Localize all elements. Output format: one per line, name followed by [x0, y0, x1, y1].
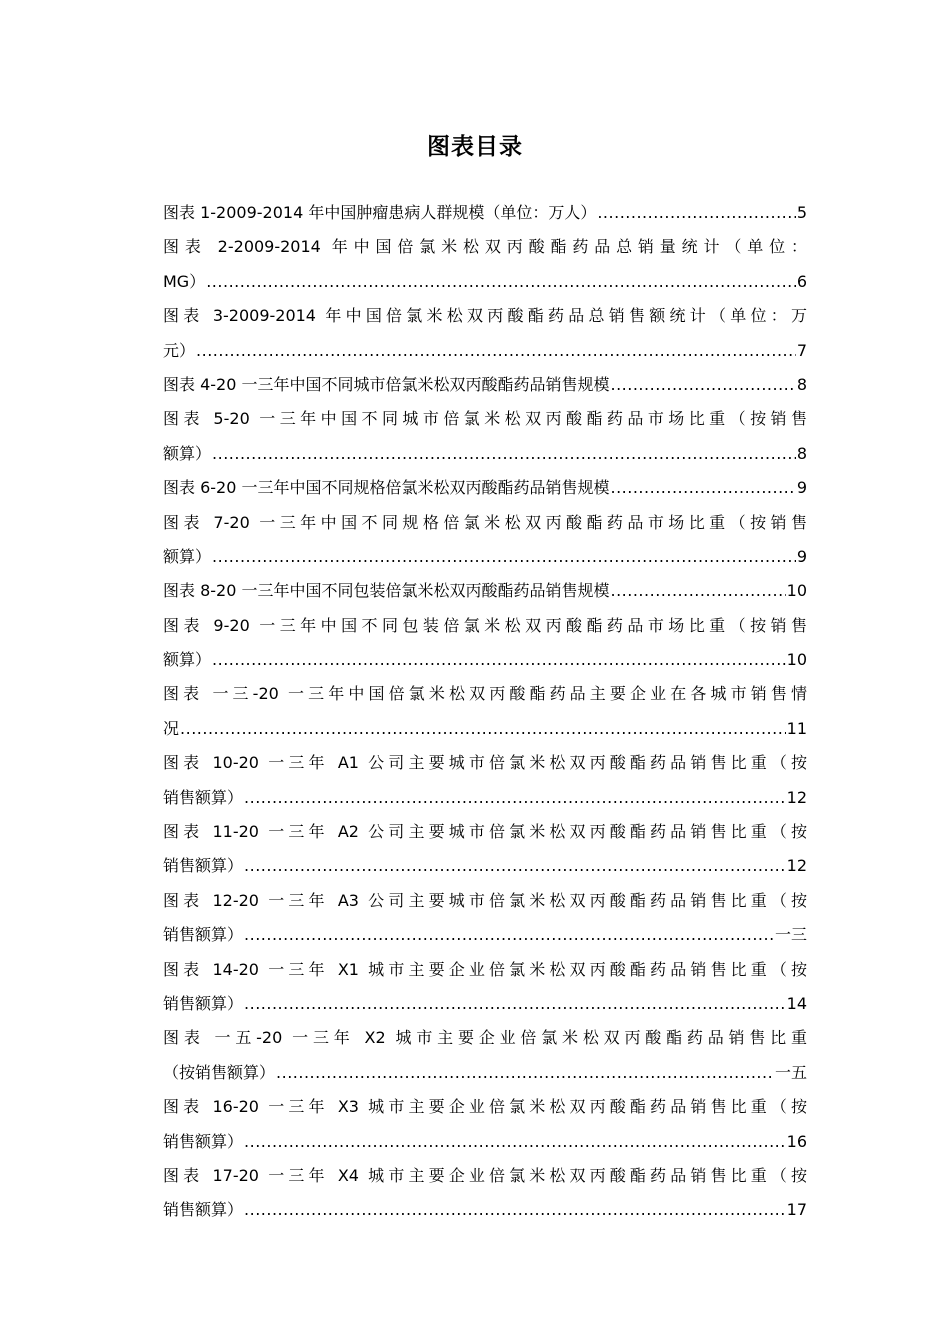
toc-entry-last-line: [163, 918, 807, 952]
toc-entry-text: 图表 9-20 一三年中国不同包装倍氯米松双丙酸酯药品市场比重（按销售: [163, 615, 807, 635]
toc-entry-last-line: [163, 849, 807, 883]
toc-entry[interactable]: [163, 609, 807, 678]
toc-entry-last-line: [163, 368, 807, 402]
toc-entry-text: 销售额算）: [163, 856, 244, 876]
toc-entry[interactable]: [163, 574, 807, 608]
toc-entry-text: 图表 8-20 一三年中国不同包装倍氯米松双丙酸酯药品销售规模: [163, 581, 610, 601]
toc-leader-dots: [196, 334, 796, 368]
toc-entry-text: 销售额算）: [163, 1131, 244, 1151]
toc-entry[interactable]: [163, 677, 807, 746]
toc-entry-text: 图表 一三-20 一三年中国倍氯米松双丙酸酯药品主要企业在各城市销售情: [163, 684, 807, 704]
toc-page-number: 6: [796, 271, 807, 291]
toc-leader-dots: [611, 471, 796, 505]
toc-entry-text: 额算）: [163, 650, 212, 670]
page-title: 图表目录: [427, 134, 523, 160]
toc-leader-dots: [212, 540, 796, 574]
toc-entry-last-line: [163, 471, 807, 505]
toc-entry-text: MG）: [163, 271, 206, 291]
toc-leader-dots: [597, 196, 795, 230]
toc-entry-text: 图表 5-20 一三年中国不同城市倍氯米松双丙酸酯药品市场比重（按销售: [163, 409, 807, 429]
toc-page-number: 16: [786, 1131, 807, 1151]
toc-page-number: 7: [796, 340, 807, 360]
toc-entry-text: 图表 14-20 一三年 X1 城市主要企业倍氯米松双丙酸酯药品销售比重（按: [163, 959, 807, 979]
toc-entry[interactable]: [163, 746, 807, 815]
toc-leader-dots: [180, 712, 786, 746]
toc-page-number: 17: [786, 1200, 807, 1220]
toc-entry-text: 图表 1-2009-2014 年中国肿瘤患病人群规模（单位：万人）: [163, 203, 597, 222]
toc-entry[interactable]: [163, 230, 807, 299]
toc-entry[interactable]: [163, 299, 807, 368]
toc-entry-text: 图表 2-2009-2014 年中国倍氯米松双丙酸酯药品总销量统计（单位：: [163, 237, 807, 257]
toc-entry-text: 图表 7-20 一三年中国不同规格倍氯米松双丙酸酯药品市场比重（按销售: [163, 512, 807, 532]
toc-entry-text: 额算）: [163, 443, 212, 463]
toc-page-number: 一三: [774, 925, 807, 945]
toc-entry-text: 销售额算）: [163, 925, 244, 945]
toc-entry[interactable]: [163, 368, 807, 402]
toc-entry-last-line: [163, 987, 807, 1021]
toc-entry[interactable]: [163, 196, 807, 230]
toc-page-number: 12: [786, 856, 807, 876]
toc-leader-dots: [206, 265, 796, 299]
toc-leader-dots: [212, 437, 796, 471]
toc-entry-text: 图表 10-20 一三年 A1 公司主要城市倍氯米松双丙酸酯药品销售比重（按: [163, 753, 807, 773]
toc-entry[interactable]: [163, 402, 807, 471]
toc-entry-text: 图表 17-20 一三年 X4 城市主要企业倍氯米松双丙酸酯药品销售比重（按: [163, 1165, 807, 1185]
toc-entry-last-line: [163, 265, 807, 299]
toc-entry-last-line: [163, 540, 807, 574]
toc-entry-text: 元）: [163, 340, 196, 360]
toc-entry-last-line: [163, 1056, 807, 1090]
toc-leader-dots: [611, 368, 796, 402]
toc-list: [163, 196, 807, 1228]
toc-entry-text: 况: [163, 718, 180, 738]
toc-entry-text: 图表 11-20 一三年 A2 公司主要城市倍氯米松双丙酸酯药品销售比重（按: [163, 822, 807, 842]
toc-entry-last-line: [163, 781, 807, 815]
toc-entry[interactable]: [163, 884, 807, 953]
toc-entry[interactable]: [163, 953, 807, 1022]
toc-page-number: 9: [796, 546, 807, 566]
toc-leader-dots: [244, 918, 774, 952]
toc-page-number: 8: [796, 374, 807, 394]
toc-page-number: 11: [786, 718, 807, 738]
toc-entry-text: 图表 一五-20 一三年 X2 城市主要企业倍氯米松双丙酸酯药品销售比重: [163, 1028, 807, 1048]
toc-leader-dots: [611, 574, 786, 608]
toc-entry-last-line: [163, 196, 807, 230]
toc-entry-text: 图表 4-20 一三年中国不同城市倍氯米松双丙酸酯药品销售规模: [163, 374, 610, 394]
toc-entry-text: （按销售额算）: [163, 1062, 276, 1082]
toc-page-number: 14: [786, 993, 807, 1013]
toc-page-number: 一五: [774, 1062, 807, 1082]
toc-page-number: 8: [796, 443, 807, 463]
toc-entry-text: 图表 16-20 一三年 X3 城市主要企业倍氯米松双丙酸酯药品销售比重（按: [163, 1097, 807, 1117]
toc-page-number: 10: [786, 581, 807, 601]
toc-entry-text: 图表 6-20 一三年中国不同规格倍氯米松双丙酸酯药品销售规模: [163, 478, 610, 498]
toc-entry-text: 销售额算）: [163, 787, 244, 807]
toc-page-number: 9: [796, 478, 807, 498]
toc-leader-dots: [276, 1056, 774, 1090]
toc-entry-text: 销售额算）: [163, 1200, 244, 1220]
toc-entry[interactable]: [163, 1021, 807, 1090]
toc-page-number: 12: [786, 787, 807, 807]
toc-entry[interactable]: [163, 506, 807, 575]
toc-entry-last-line: [163, 574, 807, 608]
toc-leader-dots: [244, 849, 786, 883]
toc-entry-text: 额算）: [163, 546, 212, 566]
toc-entry-last-line: [163, 643, 807, 677]
toc-entry[interactable]: [163, 1159, 807, 1228]
toc-leader-dots: [244, 1125, 786, 1159]
toc-entry-text: 销售额算）: [163, 993, 244, 1013]
toc-page-number: 10: [786, 650, 807, 670]
toc-leader-dots: [244, 987, 786, 1021]
toc-entry-text: 图表 3-2009-2014 年中国倍氯米松双丙酸酯药品总销售额统计（单位：万: [163, 306, 807, 326]
toc-entry-last-line: [163, 1125, 807, 1159]
toc-leader-dots: [244, 781, 786, 815]
toc-leader-dots: [244, 1193, 786, 1227]
toc-entry[interactable]: [163, 815, 807, 884]
toc-leader-dots: [212, 643, 786, 677]
toc-entry-last-line: [163, 437, 807, 471]
toc-entry-last-line: [163, 334, 807, 368]
toc-entry[interactable]: [163, 471, 807, 505]
toc-entry[interactable]: [163, 1090, 807, 1159]
toc-entry-last-line: [163, 1193, 807, 1227]
toc-entry-last-line: [163, 712, 807, 746]
toc-entry-text: 图表 12-20 一三年 A3 公司主要城市倍氯米松双丙酸酯药品销售比重（按: [163, 890, 807, 910]
toc-page-number: 5: [796, 203, 807, 222]
